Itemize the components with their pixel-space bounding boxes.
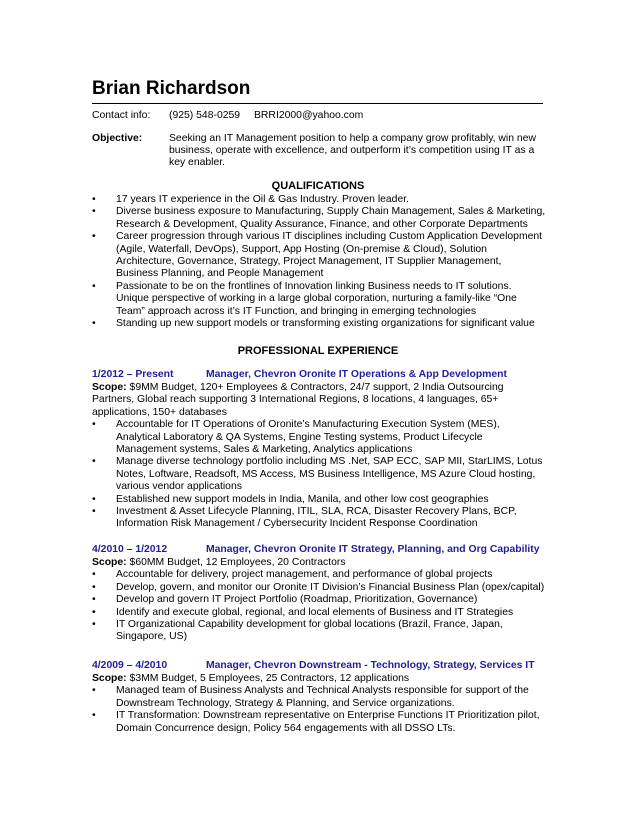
bullet-marker: • <box>92 318 96 330</box>
job-header <box>92 544 544 557</box>
bullet-marker: • <box>92 194 96 205</box>
bullet-marker: • <box>92 419 96 431</box>
bullet-text: Managed team of Business Analysts and Technical Analysts responsible for support of the Downstream Technology, Strategy & Planning, and Service organizations. <box>116 685 529 709</box>
job-dates <box>92 369 173 381</box>
contact-label: Contact info: <box>92 110 151 121</box>
candidate-name: Brian Richardson <box>92 78 251 99</box>
bullet-marker: • <box>92 710 96 722</box>
bullet-marker: • <box>92 206 96 218</box>
bullet-marker: • <box>92 231 96 243</box>
bullet-item <box>92 710 546 735</box>
objective-text: Seeking an IT Management position to help a company grow profitably, win new business, operate with excellence, and outperform it’s competition using IT as a key enabler. <box>169 133 536 169</box>
scope-label: Scope: <box>92 673 127 684</box>
bullet-marker: • <box>92 606 96 618</box>
bullet-text: Manage diverse technology portfolio including MS .Net, SAP ECC, SAP MII, StarLIMS, Lotus Notes, Loftware, Readsoft, MS Access, MS Business Intelligence, MS Azure Cloud hosting, various vendor applications <box>116 456 543 493</box>
bullet-text: Established new support models in India, Manila, and other low cost geographies <box>116 493 489 505</box>
bullet-text: Diverse business exposure to Manufacturing, Supply Chain Management, Sales & Marketing, Research & Development, Quality Assurance, Finance, and other Corporate Departments <box>116 206 546 230</box>
bullet-marker: • <box>92 456 96 468</box>
bullet-item <box>92 456 546 493</box>
email-address: BRRI2000@yahoo.com <box>254 110 364 121</box>
bullet-item <box>92 619 546 644</box>
scope-text: $60MM Budget, 12 Employees, 20 Contractors <box>129 557 346 568</box>
bullet-item <box>92 594 546 606</box>
job-title: Manager, Chevron Downstream - Technology, Strategy, Services IT <box>206 660 535 671</box>
bullet-marker: • <box>92 506 96 518</box>
bullet-text: Standing up new support models or transforming existing organizations for significant value <box>116 318 535 330</box>
bullet-item <box>92 582 546 594</box>
bullet-text: Identify and execute global, regional, and local elements of Business and IT Strategies <box>116 606 514 618</box>
job-title: Manager, Chevron Oronite IT Strategy, Planning, and Org Capability <box>206 544 540 555</box>
job-entry <box>92 660 544 735</box>
job-responsibilities <box>92 419 546 531</box>
scope-label: Scope: <box>92 382 127 393</box>
bullet-text: IT Transformation: Downstream representative on Enterprise Functions IT Prioritization pilot, Domain Concurrence design, Policy 564 engagements with all DSSO LTs. <box>116 710 540 734</box>
bullet-item <box>92 419 546 456</box>
scope-text: $9MM Budget, 120+ Employees & Contractors, 24/7 support, 2 India Outsourcing Partners, Global reach supporting 3 International Regions, 8 locations, 4 languages, 65+ applications, 150+ databases <box>92 382 504 418</box>
bullet-item <box>92 685 546 710</box>
job-dates-text: 4/2009 – 4/2010 <box>92 660 168 671</box>
job-header <box>92 660 544 673</box>
bullet-text: Accountable for IT Operations of Oronite’s Manufacturing Execution System (MES), Analytical Laboratory & QA Systems, Engine Testing systems, Product Lifecycle Management systems, Sales & Marketing, Analytics applications <box>116 419 500 456</box>
header-divider <box>92 103 543 104</box>
bullet-item <box>92 281 546 318</box>
phone-number: (925) 548-0259 <box>169 110 241 121</box>
bullet-text: Develop, govern, and monitor our Oronite IT Division’s Financial Business Plan (opex/capital) <box>116 581 545 593</box>
bullet-marker: • <box>92 619 96 631</box>
bullet-item <box>92 318 546 330</box>
bullet-item <box>92 607 546 619</box>
experience-heading: PROFESSIONAL EXPERIENCE <box>237 345 399 357</box>
qualifications-heading: QUALIFICATIONS <box>271 180 365 192</box>
scope-label: Scope: <box>92 557 127 568</box>
bullet-text: Develop and govern IT Project Portfolio (Roadmap, Prioritization, Governance) <box>116 594 478 606</box>
job-responsibilities <box>92 569 546 643</box>
bullet-marker: • <box>92 594 96 606</box>
bullet-item <box>92 494 546 506</box>
bullet-text: Passionate to be on the frontlines of Innovation linking Business needs to IT solutions. Unique perspective of working in a large global corporation, nurturing a family-like “One Team” approach across it’s IT Function, and bringing in emerging technologies <box>116 280 517 317</box>
qualifications-list <box>92 194 546 330</box>
job-header <box>92 369 544 382</box>
job-responsibilities <box>92 685 546 735</box>
bullet-item <box>92 569 546 581</box>
job-dates-text: 1/2012 – Present <box>92 369 174 380</box>
bullet-item <box>92 506 546 531</box>
job-dates <box>92 660 167 672</box>
job-title: Manager, Chevron Oronite IT Operations & App Development <box>206 369 507 380</box>
bullet-item <box>92 194 546 206</box>
bullet-text: 17 years IT experience in the Oil & Gas Industry. Proven leader. <box>116 194 410 205</box>
job-entry <box>92 369 544 531</box>
bullet-marker: • <box>92 569 96 581</box>
scope-text: $3MM Budget, 5 Employees, 25 Contractors, 12 applications <box>129 673 410 684</box>
job-dates <box>92 544 167 556</box>
job-scope <box>92 557 544 569</box>
job-entry <box>92 544 544 644</box>
bullet-marker: • <box>92 685 96 697</box>
job-scope <box>92 673 544 685</box>
bullet-text: Accountable for delivery, project management, and performance of global projects <box>116 569 493 581</box>
bullet-marker: • <box>92 280 96 292</box>
job-dates-text: 4/2010 – 1/2012 <box>92 544 168 555</box>
bullet-text: Investment & Asset Lifecycle Planning, ITIL, SLA, RCA, Disaster Recovery Plans, BCP, Information Risk Management / Cybersecurity Incident Response Coordination <box>116 506 517 530</box>
objective-label: Objective: <box>92 133 143 144</box>
bullet-marker: • <box>92 493 96 505</box>
bullet-item <box>92 231 546 281</box>
bullet-text: Career progression through various IT disciplines including Custom Application Development (Agile, Waterfall, DevOps), Support, App Hosting (On-premise & Cloud), Solution Architecture, Governance, Strategy, Project Management, IT Supplier Management, Business Planning, and People Management <box>116 231 543 280</box>
bullet-item <box>92 206 546 231</box>
job-scope <box>92 382 544 419</box>
bullet-marker: • <box>92 581 96 593</box>
bullet-text: IT Organizational Capability development for global locations (Brazil, France, Japan, Singapore, US) <box>116 619 503 643</box>
